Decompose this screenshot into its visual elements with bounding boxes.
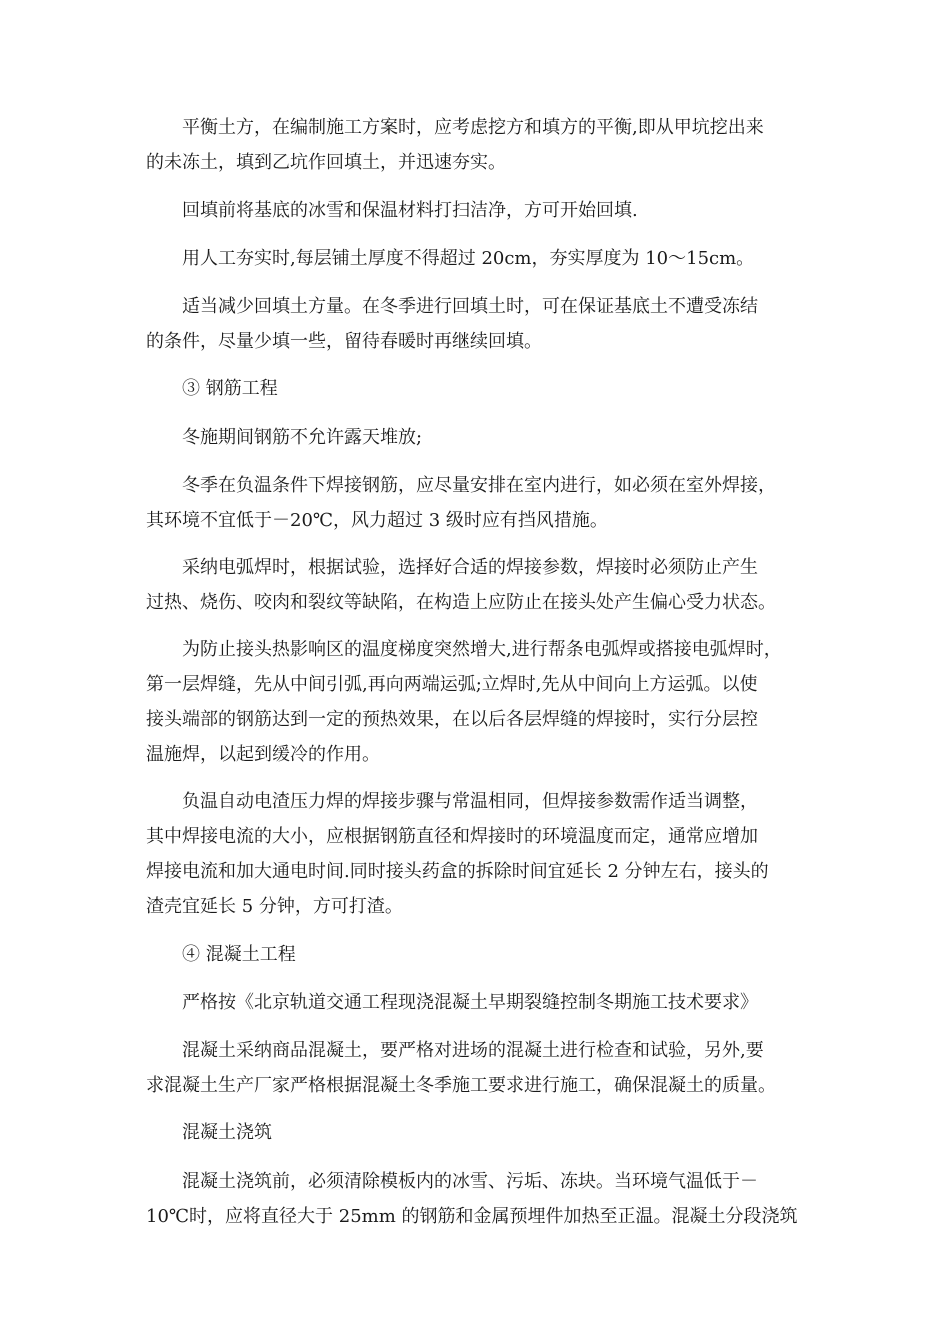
text-line: 适当减少回填土方量。在冬季进行回填土时，可在保证基底土不遭受冻结 — [146, 296, 758, 317]
text-line: 10℃时，应将直径大于 25mm 的钢筋和金属预埋件加热至正温。混凝土分段浇筑 — [146, 1206, 798, 1227]
text-line: 其环境不宜低于－20℃，风力超过 3 级时应有挡风措施。 — [146, 510, 608, 531]
section-heading: ④ 混凝土工程 — [146, 944, 296, 965]
text-line: 接头端部的钢筋达到一定的预热效果，在以后各层焊缝的焊接时，实行分层控 — [146, 709, 758, 730]
text-line: 回填前将基底的冰雪和保温材料打扫洁净，方可开始回填. — [146, 200, 638, 221]
text-line: 求混凝土生产厂家严格根据混凝土冬季施工要求进行施工，确保混凝土的质量。 — [146, 1075, 776, 1096]
text-line: 冬施期间钢筋不允许露天堆放; — [146, 427, 423, 448]
text-line: 采纳电弧焊时，根据试验，选择好合适的焊接参数，焊接时必须防止产生 — [146, 557, 758, 578]
text-line: 焊接电流和加大通电时间.同时接头药盒的拆除时间宜延长 2 分钟左右，接头的 — [146, 861, 769, 882]
subsection-heading: 混凝土浇筑 — [146, 1122, 272, 1143]
text-line: 渣壳宜延长 5 分钟，方可打渣。 — [146, 896, 403, 917]
text-line: 的未冻土，填到乙坑作回填土，并迅速夯实。 — [146, 152, 506, 173]
text-line: 用人工夯实时,每层铺土厚度不得超过 20cm，夯实厚度为 10～15cm。 — [146, 248, 755, 269]
text-line: 平衡土方，在编制施工方案时，应考虑挖方和填方的平衡,即从甲坑挖出来 — [146, 117, 764, 138]
section-heading: ③ 钢筋工程 — [146, 378, 278, 399]
text-line: 过热、烧伤、咬肉和裂纹等缺陷，在构造上应防止在接头处产生偏心受力状态。 — [146, 592, 776, 613]
text-line: 第一层焊缝，先从中间引弧,再向两端运弧;立焊时,先从中间向上方运弧。以使 — [146, 674, 758, 695]
text-line: 混凝土采纳商品混凝土，要严格对进场的混凝土进行检查和试验，另外,要 — [146, 1040, 764, 1061]
text-line: 的条件，尽量少填一些，留待春暖时再继续回填。 — [146, 331, 542, 352]
text-line: 为防止接头热影响区的温度梯度突然增大,进行帮条电弧焊或搭接电弧焊时， — [146, 639, 782, 660]
text-line: 其中焊接电流的大小，应根据钢筋直径和焊接时的环境温度而定，通常应增加 — [146, 826, 758, 847]
text-line: 混凝土浇筑前，必须清除模板内的冰雪、污垢、冻块。当环境气温低于－ — [146, 1171, 758, 1192]
text-line: 严格按《北京轨道交通工程现浇混凝土早期裂缝控制冬期施工技术要求》 — [146, 992, 758, 1013]
text-line: 冬季在负温条件下焊接钢筋，应尽量安排在室内进行，如必须在室外焊接， — [146, 475, 776, 496]
text-line: 负温自动电渣压力焊的焊接步骤与常温相同，但焊接参数需作适当调整， — [146, 791, 758, 812]
text-line: 温施焊，以起到缓冷的作用。 — [146, 744, 380, 765]
